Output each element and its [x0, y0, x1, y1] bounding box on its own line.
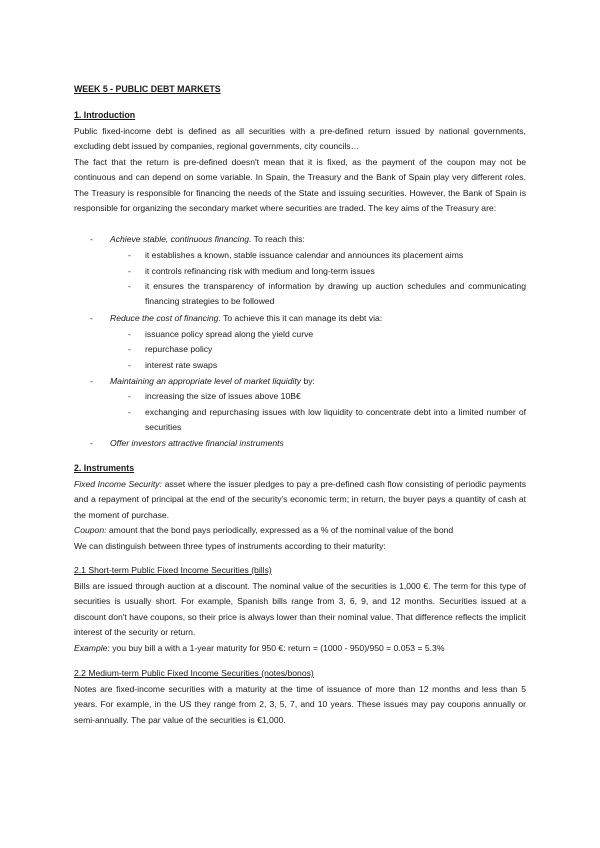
- example-label: Example: [74, 643, 108, 653]
- sub-item: - issuance policy spread along the yield curve: [128, 327, 526, 342]
- sub-item-text: it ensures the transparency of information by drawing up auction schedules and communicating financing strategies to be followed: [145, 281, 526, 307]
- sub-item: - increasing the size of issues above 10B€: [128, 389, 526, 404]
- aim-text: To achieve this it can manage its debt via:: [220, 313, 383, 323]
- sub-item-text: issuance policy spread along the yield curve: [145, 329, 314, 339]
- intro-paragraph-2: The fact that the return is pre-defined doesn't mean that it is fixed, as the payment of the coupon may not be continuous and can depend on some variable. In Spain, the Treasury and the Bank of Spain play very different roles. The Treasury is responsible for financing the needs of the State and issuing securities. However, the Bank of Spain is responsible for organizing the secondary market where securities are traded. The key aims of the Treasury are:: [74, 157, 526, 214]
- sub-item-text: interest rate swaps: [145, 360, 218, 370]
- aim-text: To reach this:: [251, 234, 305, 244]
- aim-text: by:: [301, 376, 315, 386]
- sub-item: - it ensures the transparency of information by drawing up auction schedules and communicating financing strategies to be followed: [128, 279, 526, 310]
- example-text: : you buy bill a with a 1-year maturity for 950 €: return = (1000 - 950)/950 = 0.053 = 5.3%: [107, 643, 445, 653]
- bullet-dash: -: [90, 234, 93, 244]
- sub-item-text: it controls refinancing risk with medium and long-term issues: [145, 266, 375, 276]
- subsection-2-2-heading: 2.2 Medium-term Public Fixed Income Securities (notes/bonos): [74, 668, 314, 678]
- subsection-2-1-heading: 2.1 Short-term Public Fixed Income Securities (bills): [74, 565, 272, 575]
- aim-label: Maintaining an appropriate level of market liquidity: [110, 376, 302, 386]
- sub-item-text: it establishes a known, stable issuance calendar and announces its placement aims: [145, 250, 464, 260]
- bullet-dash: -: [90, 438, 93, 448]
- sub-item: - exchanging and repurchasing issues with low liquidity to concentrate debt into a limited number of securities: [128, 405, 526, 436]
- sub-item: - interest rate swaps: [128, 358, 526, 373]
- intro-paragraph-1: Public fixed-income debt is defined as all securities with a pre-defined return issued by national governments, excluding debt issued by companies, regional governments, city councils…: [74, 126, 526, 152]
- sub-item-text: increasing the size of issues above 10B€: [145, 391, 301, 401]
- sub-item: - it establishes a known, stable issuance calendar and announces its placement aims: [128, 248, 526, 263]
- sub-item-text: repurchase policy: [145, 344, 213, 354]
- bills-paragraph: Bills are issued through auction at a discount. The nominal value of the securities is 1,000 €. The term for this type of securities is usually short. For example, Spanish bills range from 3, 6, 9, and 12 months. Securities issued at a discount don't have coupons, so their price is always lower than their nominal value. That difference reflects the implicit interest of the security or return.: [74, 581, 526, 638]
- section-1-heading: 1. Introduction: [74, 110, 136, 120]
- sub-item: - repurchase policy: [128, 342, 526, 357]
- section-2-heading: 2. Instruments: [74, 463, 135, 473]
- notes-paragraph: Notes are fixed-income securities with a maturity at the time of issuance of more than 12 months and less than 5 years. For example, in the US they range from 2, 3, 5, 7, and 10 years. These issues may pay coupons annually or semi-annually. The par value of the securities is €1,000.: [74, 684, 526, 725]
- bills-example: [74, 641, 526, 656]
- document-title: WEEK 5 - PUBLIC DEBT MARKETS: [74, 84, 221, 94]
- term-label: Coupon:: [74, 525, 107, 535]
- aim-label: Achieve stable, continuous financing.: [110, 234, 252, 244]
- aim-label: Offer investors attractive financial instruments: [110, 438, 284, 448]
- term-label: Fixed Income Security:: [74, 479, 162, 489]
- bullet-dash: -: [90, 313, 93, 323]
- sub-item: - it controls refinancing risk with medium and long-term issues: [128, 264, 526, 279]
- fixed-income-definition: [74, 477, 526, 523]
- term-definition: asset where the issuer pledges to pay a pre-defined cash flow consisting of periodic payments and a repayment of principal at the end of the security's economic term; in return, the buyer pays a quantity of cash at the moment of purchase.: [74, 479, 526, 520]
- term-definition: amount that the bond pays periodically, expressed as a % of the nominal value of the bond: [106, 525, 454, 535]
- sub-item-text: exchanging and repurchasing issues with low liquidity to concentrate debt into a limited number of securities: [145, 407, 526, 433]
- bullet-dash: -: [90, 376, 93, 386]
- aim-label: Reduce the cost of financing.: [110, 313, 221, 323]
- distinguish-text: We can distinguish between three types of instruments according to their maturity:: [74, 541, 386, 551]
- coupon-definition: [74, 523, 526, 538]
